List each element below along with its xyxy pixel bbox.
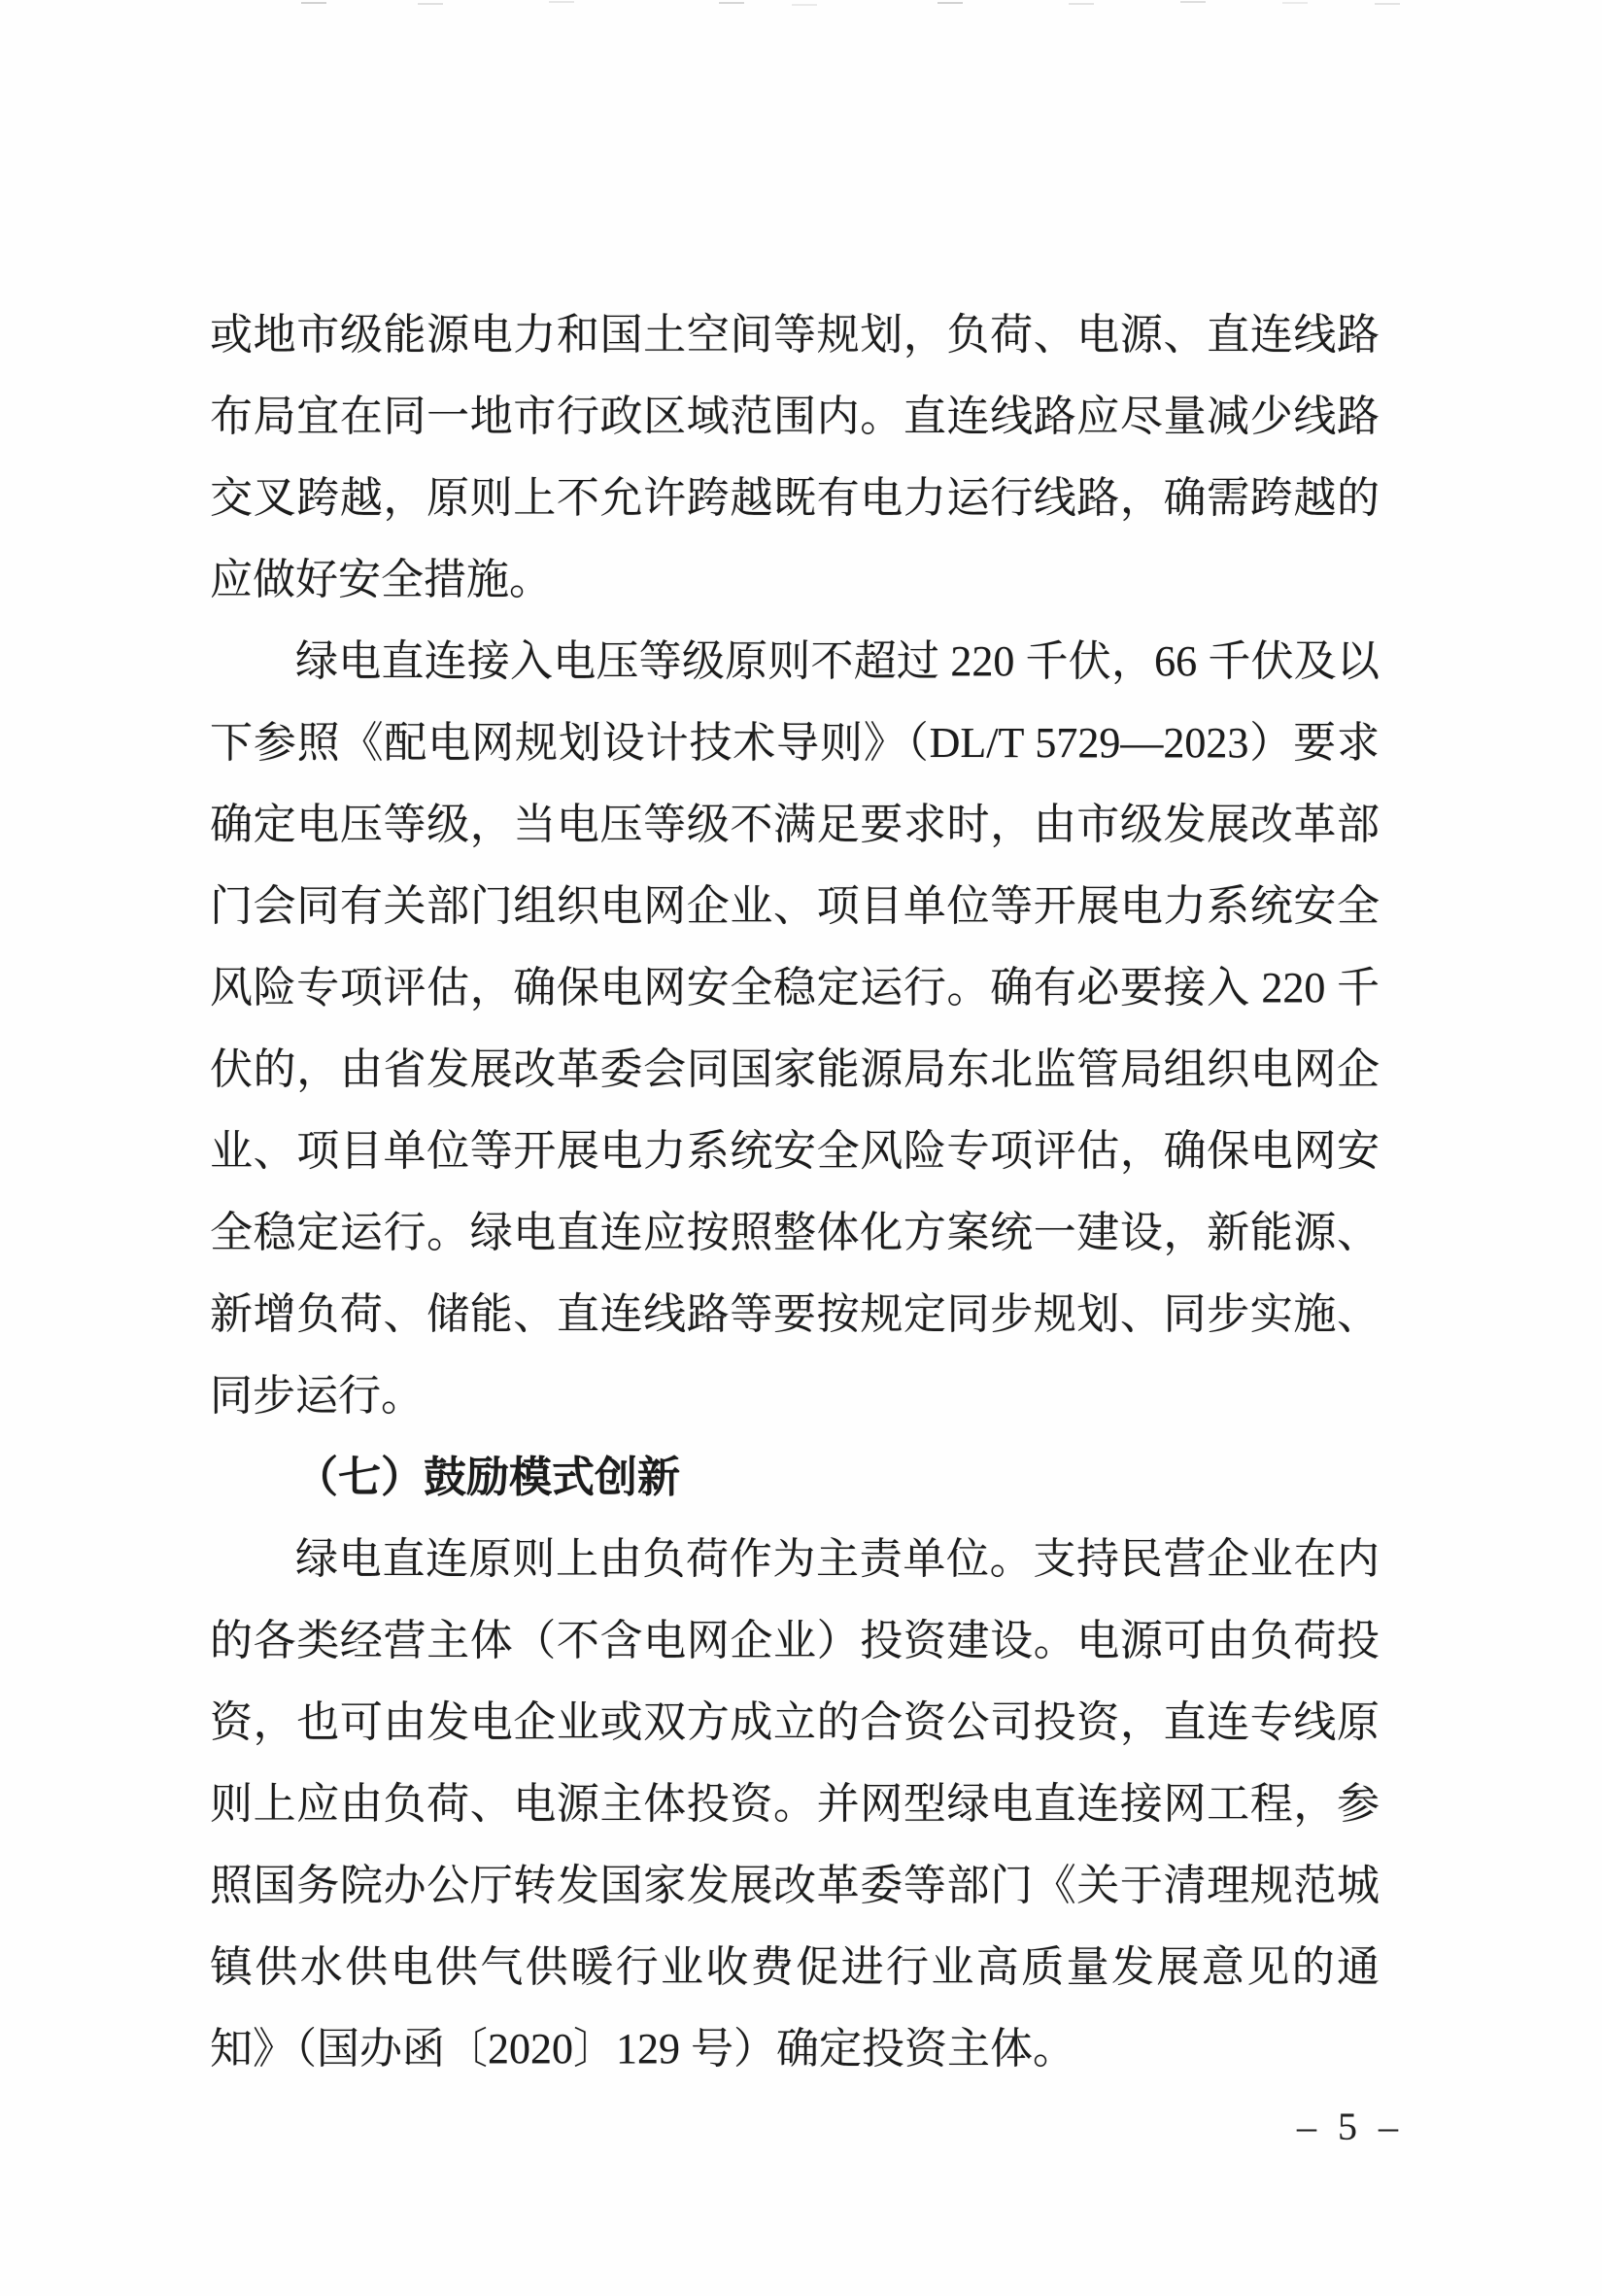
text-line: 照国务院办公厅转发国家发展改革委等部门《关于清理规范城 (210, 1862, 1380, 1909)
text-line: 门会同有关部门组织电网企业、项目单位等开展电力系统安全 (210, 882, 1380, 930)
text-line: 的各类经营主体（不含电网企业）投资建设。电源可由负荷投 (210, 1617, 1380, 1664)
text-line: 绿电直连接入电压等级原则不超过 220 千伏，66 千伏及以 (295, 637, 1380, 685)
text-line: 绿电直连原则上由负荷作为主责单位。支持民营企业在内 (295, 1535, 1380, 1583)
text-line: 布局宜在同一地市行政区域范围内。直连线路应尽量减少线路 (210, 393, 1380, 440)
text-line: 伏的，由省发展改革委会同国家能源局东北监管局组织电网企 (210, 1045, 1380, 1093)
text-line: 风险专项评估，确保电网安全稳定运行。确有必要接入 220 千 (210, 964, 1380, 1011)
page-number: – 5 – (1297, 2105, 1404, 2148)
text-line: 同步运行。 (210, 1372, 424, 1420)
text-line: （七）鼓励模式创新 (295, 1454, 680, 1501)
text-line: 镇供水供电供气供暖行业收费促进行业高质量发展意见的通 (210, 1943, 1380, 1991)
text-line: 新增负荷、储能、直连线路等要按规定同步规划、同步实施、 (210, 1290, 1380, 1338)
scan-artifact (301, 2, 326, 4)
document-body (210, 294, 1380, 2090)
text-line: 资，也可由发电企业或双方成立的合资公司投资，直连专线原 (210, 1698, 1380, 1746)
text-line: 业、项目单位等开展电力系统安全风险专项评估，确保电网安 (210, 1127, 1380, 1175)
text-line: 应做好安全措施。 (210, 556, 552, 603)
text-line: 或地市级能源电力和国土空间等规划，负荷、电源、直连线路 (210, 311, 1380, 359)
text-line: 则上应由负荷、电源主体投资。并网型绿电直连接网工程，参 (210, 1780, 1380, 1828)
text-line: 下参照《配电网规划设计技术导则》（DL/T 5729—2023）要求 (210, 719, 1380, 767)
text-line: 交叉跨越，原则上不允许跨越既有电力运行线路，确需跨越的 (210, 474, 1380, 522)
text-line: 知》（国办函〔2020〕129 号）确定投资主体。 (210, 2025, 1075, 2073)
text-line: 全稳定运行。绿电直连应按照整体化方案统一建设，新能源、 (210, 1209, 1380, 1256)
text-line: 确定电压等级，当电压等级不满足要求时，由市级发展改革部 (210, 801, 1380, 848)
